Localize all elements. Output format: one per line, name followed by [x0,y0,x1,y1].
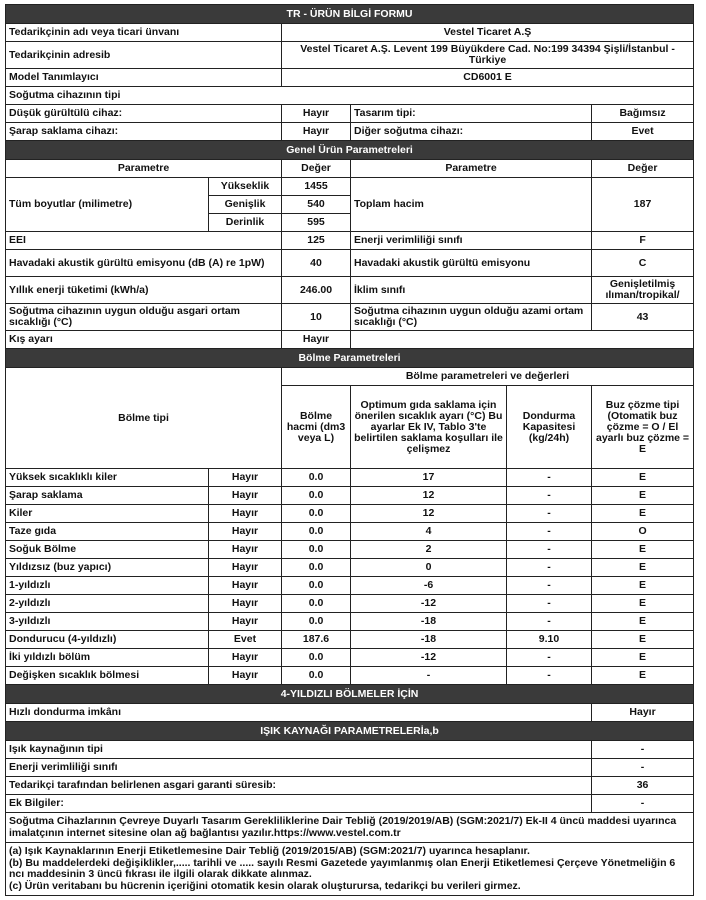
compartment-name: Kiler [6,505,209,523]
compartment-freeze: - [507,577,592,595]
supplier-name-value: Vestel Ticaret A.Ş [282,24,694,42]
compartment-temp: -18 [351,631,507,649]
extra-info-row [6,795,694,813]
climate-class-value: Genişletilmiş ılıman/tropikal/ [592,277,694,304]
col-defrost-type: Buz çözme tipi (Otomatik buz çözme = O / El ayarlı buz çözme = E [592,386,694,469]
wine-storage-label: Şarap saklama cihazı: [6,123,282,141]
design-type-value: Bağımsız [592,105,694,123]
link-note-row [6,813,694,843]
compartment-defrost: E [592,613,694,631]
fast-freeze-label: Hızlı dondurma imkânı [6,704,592,722]
compartment-temp: -12 [351,595,507,613]
compartment-present: Hayır [209,613,282,631]
compartment-temp: -12 [351,649,507,667]
height-label: Yükseklik [209,178,282,196]
compartment-defrost: E [592,541,694,559]
light-type-value: - [592,741,694,759]
light-energy-class-label: Enerji verimliliği sınıfı [6,759,592,777]
compartment-volume: 0.0 [282,523,351,541]
light-energy-class-row [6,759,694,777]
compartment-row [6,631,694,649]
four-star-header-row [6,685,694,704]
compartment-freeze: - [507,487,592,505]
compartment-defrost: E [592,631,694,649]
winter-row [6,331,694,349]
compartment-freeze: - [507,667,592,685]
col-parameter-2: Parametre [351,160,592,178]
other-device-value: Evet [592,123,694,141]
annual-energy-value: 246.00 [282,277,351,304]
compartment-temp: -18 [351,613,507,631]
eei-row [6,232,694,250]
compartment-name: Şarap saklama [6,487,209,505]
col-compartment-volume: Bölme hacmi (dm3 veya L) [282,386,351,469]
compartment-row [6,523,694,541]
compartment-temp: 12 [351,487,507,505]
compartment-temp: 0 [351,559,507,577]
compartment-row [6,559,694,577]
compartment-defrost: E [592,577,694,595]
compartment-volume: 0.0 [282,595,351,613]
compartment-defrost: E [592,487,694,505]
compartment-name: 1-yıldızlı [6,577,209,595]
compartment-freeze: - [507,523,592,541]
compartment-defrost: E [592,559,694,577]
supplier-name-label: Tedarikçinin adı veya ticari ünvanı [6,24,282,42]
col-value-2: Değer [592,160,694,178]
compartment-volume: 0.0 [282,613,351,631]
compartment-volume: 0.0 [282,667,351,685]
four-star-header: 4-YILDIZLI BÖLMELER İÇİN [6,685,694,704]
compartment-name: Yıldızsız (buz yapıcı) [6,559,209,577]
warranty-row [6,777,694,795]
warranty-value: 36 [592,777,694,795]
product-info-table [5,4,694,896]
min-temp-label: Soğutma cihazının uygun olduğu asgari ortam sıcaklığı (°C) [6,304,282,331]
compartment-volume: 0.0 [282,649,351,667]
compartment-defrost: E [592,649,694,667]
max-temp-label: Soğutma cihazının uygun olduğu azami ortam sıcaklığı (°C) [351,304,592,331]
supplier-address-row [6,42,694,69]
depth-value: 595 [282,214,351,232]
col-compartment-type: Bölme tipi [6,368,282,469]
compartment-row [6,469,694,487]
compartments-group-row [6,368,694,386]
light-energy-class-value: - [592,759,694,777]
compartment-temp: 17 [351,469,507,487]
compartments-group-header: Bölme parametreleri ve değerleri [282,368,694,386]
compartment-row [6,505,694,523]
compartment-temp: - [351,667,507,685]
eei-value: 125 [282,232,351,250]
width-value: 540 [282,196,351,214]
winter-label: Kış ayarı [6,331,282,349]
compartment-present: Hayır [209,487,282,505]
compartment-freeze: - [507,613,592,631]
light-type-label: Işık kaynağının tipi [6,741,592,759]
fast-freeze-row [6,704,694,722]
compartment-name: İki yıldızlı bölüm [6,649,209,667]
compartment-present: Hayır [209,505,282,523]
supplier-address-value: Vestel Ticaret A.Ş. Levent 199 Büyükdere Cad. No:199 34394 Şişli/İstanbul - Türkiye [282,42,694,69]
winter-value: Hayır [282,331,351,349]
energy-class-label: Enerji verimliliği sınıfı [351,232,592,250]
compartment-temp: 2 [351,541,507,559]
energy-class-value: F [592,232,694,250]
general-header-row [6,141,694,160]
link-note: Soğutma Cihazlarının Çevreye Duyarlı Tasarım Gerekliliklerine Dair Tebliğ (2019/2019/AB) (SGM:2021/7) Ek-II 4 üncü maddesi uyarınca imalatçının internet sitesine olan ağ bağlantısı yazılır.https://www.vestel.com.tr [6,813,694,843]
total-volume-label: Toplam hacim [351,178,592,232]
col-value: Değer [282,160,351,178]
product-info-sheet [5,4,693,896]
compartment-name: 2-yıldızlı [6,595,209,613]
compartment-volume: 0.0 [282,487,351,505]
compartment-present: Hayır [209,541,282,559]
general-columns-row [6,160,694,178]
compartment-row [6,595,694,613]
compartment-volume: 0.0 [282,577,351,595]
compartment-temp: -6 [351,577,507,595]
compartment-name: Dondurucu (4-yıldızlı) [6,631,209,649]
noise-db-value: 40 [282,250,351,277]
noise-class-label: Havadaki akustik gürültü emisyonu [351,250,592,277]
compartment-defrost: E [592,667,694,685]
form-title: TR - ÜRÜN BİLGİ FORMU [6,5,694,24]
device-type-label: Soğutma cihazının tipi [6,87,694,105]
col-compartment-temp: Optimum gıda saklama için önerilen sıcaklık ayarı (°C) Bu ayarlar Ek IV, Tablo 3'te belirtilen saklama koşulları ile çelişmez [351,386,507,469]
compartment-volume: 0.0 [282,559,351,577]
compartments-header-row [6,349,694,368]
compartment-temp: 12 [351,505,507,523]
compartment-name: Değişken sıcaklık bölmesi [6,667,209,685]
light-type-row [6,741,694,759]
depth-label: Derinlik [209,214,282,232]
supplier-address-label: Tedarikçinin adresib [6,42,282,69]
compartment-present: Hayır [209,523,282,541]
compartment-volume: 0.0 [282,541,351,559]
footnote-c: (c) Ürün veritabanı bu hücrenin içeriğini otomatik kesin olarak oluşturursa, tedarikçi bu verileri girmez. [9,879,521,892]
light-header: IŞIK KAYNAĞI PARAMETRELERİa,b [6,722,694,741]
extra-info-value: - [592,795,694,813]
low-noise-label: Düşük gürültülü cihaz: [6,105,282,123]
total-volume-value: 187 [592,178,694,232]
model-value: CD6001 E [282,69,694,87]
annual-energy-row [6,277,694,304]
compartment-defrost: E [592,469,694,487]
compartment-freeze: - [507,559,592,577]
footnote-b: (b) Bu maddelerdeki değişiklikler,..... tarihli ve ..... sayılı Resmi Gazetede yayımlanmış olan Enerji Etiketlemesi Çerçeve Yönetmeliğin 6 ncı maddesinin 3 üncü fıkrası ile ilgili olarak dikkate alınmaz. [9,856,676,880]
compartment-name: 3-yıldızlı [6,613,209,631]
device-type-row [6,87,694,105]
wine-storage-row [6,123,694,141]
footnotes [6,843,694,896]
dimensions-label: Tüm boyutlar (milimetre) [6,178,209,232]
dimension-height-row [6,178,694,196]
col-parameter: Parametre [6,160,282,178]
compartment-defrost: O [592,523,694,541]
general-header: Genel Ürün Parametreleri [6,141,694,160]
compartment-row [6,577,694,595]
compartment-present: Evet [209,631,282,649]
compartment-freeze: - [507,469,592,487]
compartment-defrost: E [592,595,694,613]
compartment-present: Hayır [209,667,282,685]
warranty-label: Tedarikçi tarafından belirlenen asgari garanti süresib: [6,777,592,795]
compartment-row [6,487,694,505]
ambient-temp-row [6,304,694,331]
width-label: Genişlik [209,196,282,214]
compartment-volume: 0.0 [282,469,351,487]
noise-db-label: Havadaki akustik gürültü emisyonu (dB (A) re 1pW) [6,250,282,277]
compartment-name: Yüksek sıcaklıklı kiler [6,469,209,487]
annual-energy-label: Yıllık enerji tüketimi (kWh/a) [6,277,282,304]
compartment-freeze: - [507,649,592,667]
compartment-temp: 4 [351,523,507,541]
low-noise-value: Hayır [282,105,351,123]
supplier-name-row [6,24,694,42]
compartment-present: Hayır [209,469,282,487]
fast-freeze-value: Hayır [592,704,694,722]
low-noise-row [6,105,694,123]
compartment-row [6,649,694,667]
compartment-present: Hayır [209,577,282,595]
compartment-freeze: - [507,505,592,523]
compartment-row [6,613,694,631]
light-header-row [6,722,694,741]
compartment-present: Hayır [209,649,282,667]
climate-class-label: İklim sınıfı [351,277,592,304]
compartment-freeze: 9.10 [507,631,592,649]
compartment-name: Soğuk Bölme [6,541,209,559]
noise-row [6,250,694,277]
model-row [6,69,694,87]
compartment-row [6,667,694,685]
compartment-volume: 187.6 [282,631,351,649]
model-label: Model Tanımlayıcı [6,69,282,87]
footnote-a: (a) Işık Kaynaklarının Enerji Etiketlemesine Dair Tebliğ (2019/2015/AB) (SGM:2021/7) uyarınca hesaplanır. [9,845,530,857]
compartments-header: Bölme Parametreleri [6,349,694,368]
wine-storage-value: Hayır [282,123,351,141]
other-device-label: Diğer soğutma cihazı: [351,123,592,141]
compartment-present: Hayır [209,559,282,577]
winter-empty [351,331,694,349]
compartment-freeze: - [507,595,592,613]
height-value: 1455 [282,178,351,196]
eei-label: EEI [6,232,282,250]
form-title-row [6,5,694,24]
compartment-volume: 0.0 [282,505,351,523]
footnotes-row [6,843,694,896]
extra-info-label: Ek Bilgiler: [6,795,592,813]
compartment-name: Taze gıda [6,523,209,541]
compartment-row [6,541,694,559]
col-freezing-capacity: Dondurma Kapasitesi (kg/24h) [507,386,592,469]
compartment-present: Hayır [209,595,282,613]
compartment-freeze: - [507,541,592,559]
noise-class-value: C [592,250,694,277]
compartment-defrost: E [592,505,694,523]
design-type-label: Tasarım tipi: [351,105,592,123]
max-temp-value: 43 [592,304,694,331]
min-temp-value: 10 [282,304,351,331]
